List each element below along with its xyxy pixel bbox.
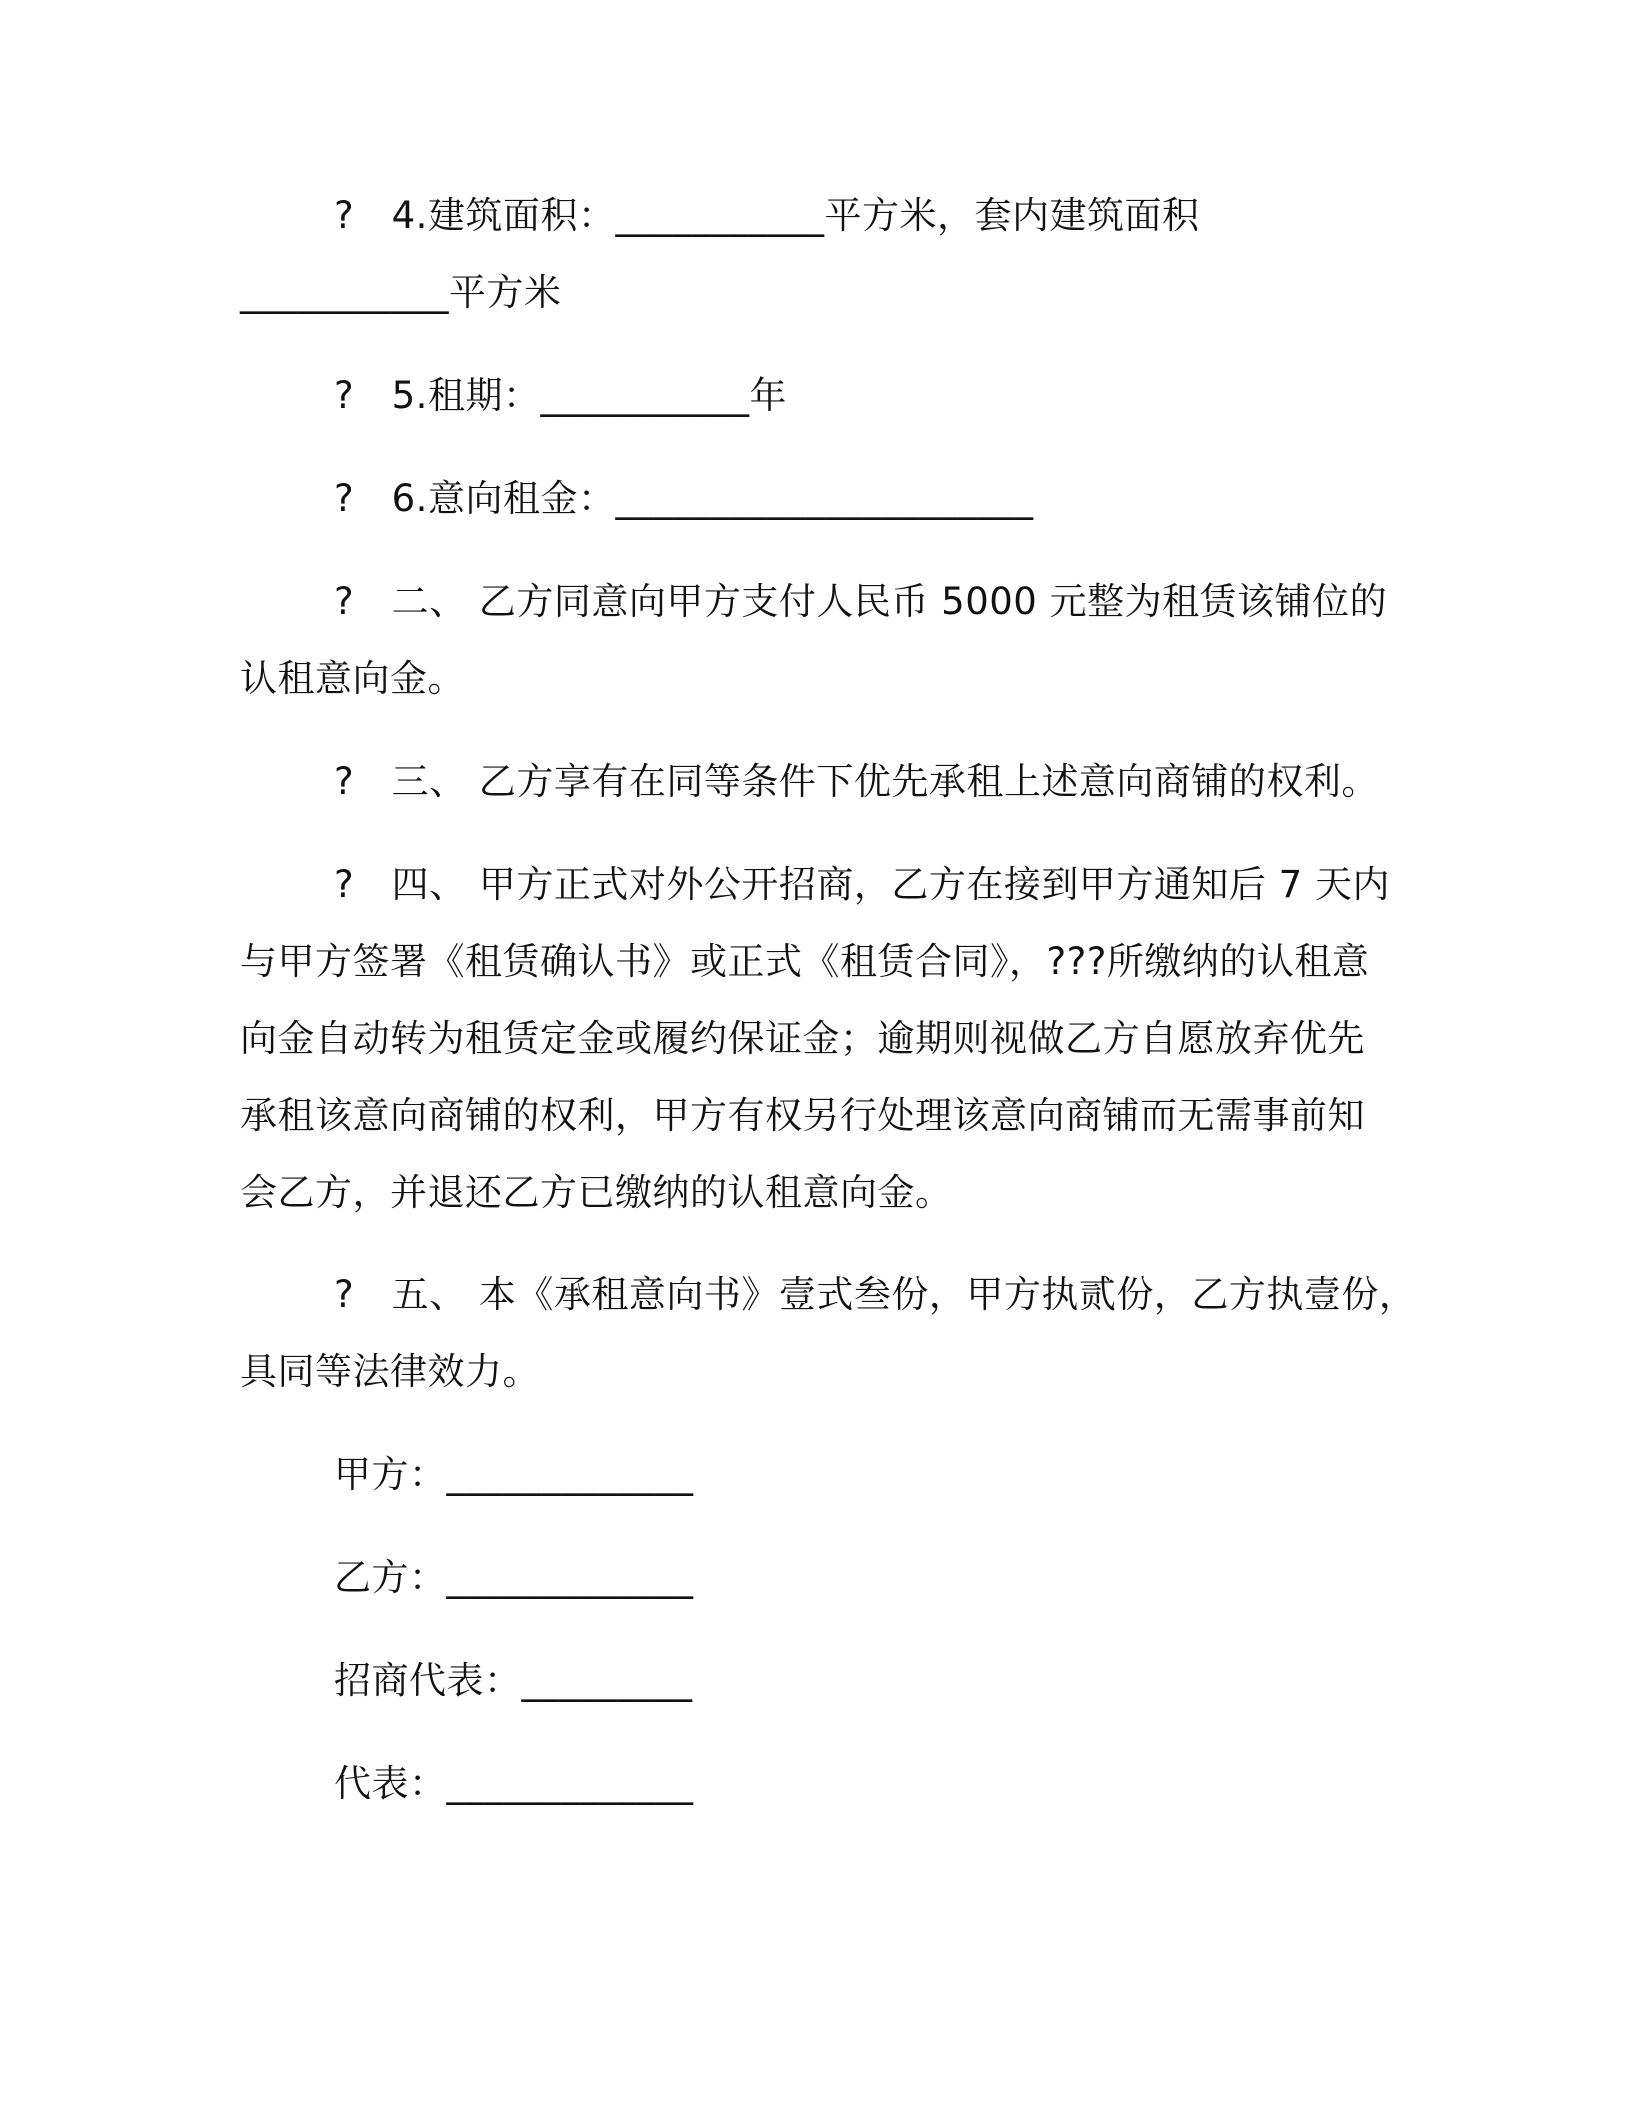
clause-four-line-3: 向金自动转为租赁定金或履约保证金；逾期则视做乙方自愿放弃优先 [240,1017,1365,1060]
clause-lease-term: ? 5.租期：___________年 [334,374,787,417]
clause-four-line-4: 承租该意向商铺的权利，甲方有权另行处理该意向商铺而无需事前知 [240,1094,1365,1137]
clause-building-area-continued: ___________平方米 [240,271,562,314]
signature-leasing-rep: 招商代表：_________ [334,1659,693,1702]
clause-five: ? 五、 本《承租意向书》壹式叁份，甲方执贰份，乙方执壹份， [334,1273,1417,1316]
clause-four-line-2: 与甲方签署《租赁确认书》或正式《租赁合同》，???所缴纳的认租意 [240,940,1370,983]
signature-representative: 代表：_____________ [334,1762,694,1805]
signature-party-b: 乙方：_____________ [334,1556,694,1599]
clause-building-area: ? 4.建筑面积：___________平方米，套内建筑面积 [334,194,1200,237]
clause-two: ? 二、 乙方同意向甲方支付人民币 5000 元整为租赁该铺位的 [334,580,1388,623]
signature-party-a: 甲方：_____________ [334,1453,694,1496]
clause-intended-rent: ? 6.意向租金：______________________ [334,477,1034,520]
clause-two-continued: 认租意向金。 [240,657,465,700]
clause-four-line-5: 会乙方，并退还乙方已缴纳的认租意向金。 [240,1171,953,1214]
clause-three: ? 三、 乙方享有在同等条件下优先承租上述意向商铺的权利。 [334,760,1379,803]
clause-four: ? 四、 甲方正式对外公开招商，乙方在接到甲方通知后 7 天内 [334,863,1390,906]
clause-five-continued: 具同等法律效力。 [240,1350,540,1393]
